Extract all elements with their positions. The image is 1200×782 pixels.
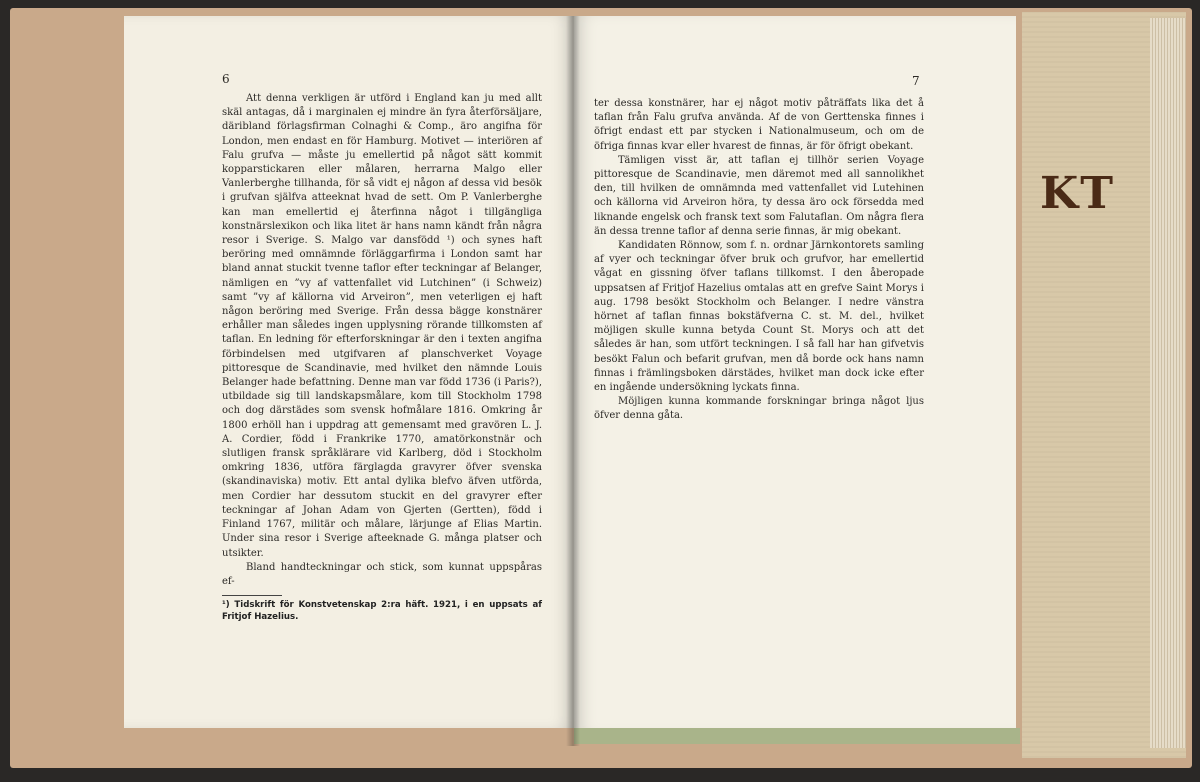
green-endpaper-strip — [574, 728, 1020, 744]
right-page-number: 7 — [912, 74, 920, 88]
footnote-rule — [222, 595, 282, 596]
left-page — [124, 16, 574, 728]
right-page — [574, 16, 1016, 732]
paragraph: Möjligen kunna kommande forskningar bringa något ljus öfver denna gåta. — [594, 396, 924, 422]
paragraph: Tämligen visst är, att taflan ej tillhör serien Voyage pittoresque de Scandinavie, men däremot med all sannolikhet den, till hvilken de omnämnda med vattenfallet vid Lutehinen och källorna vid Arveiron höra, ty dessa äro ock försedda med liknande engelsk och fransk text som Falutaflan. Om några flera än dessa trenne taflor af denna serie finnas, är mig obekant. — [594, 154, 924, 237]
right-page-body — [594, 97, 924, 424]
underlying-page-title: KT — [1040, 168, 1115, 219]
footnote: ¹) Tidskrift för Konstvetenskap 2:ra häft. 1921, i en uppsats af Fritjof Hazelius. — [222, 600, 542, 622]
paragraph: Bland handteckningar och stick, som kunnat uppspåras ef- — [222, 561, 542, 587]
page-edges — [1150, 18, 1186, 748]
paragraph: Att denna verkligen är utförd i England kan ju med allt skäl antagas, då i marginalen ej mindre än fyra återförsäljare, däribland förlagsfirman Colnaghi & Comp., äro angifna för London, men endast en för Hamburg. Motivet — interiören af Falu grufva — måste ju emellertid på något sätt kommit kopparstickaren eller målaren, herrarna Malgo eller Vanlerberghe tillhanda, för så vidt ej någon af dessa vid besök i grufvan själfva atteeknat hvad de sett. Om P. Vanlerberghe kan man emellertid ej återfinna något i tillgängliga konstnärslexikon och lika litet är hans namn kändt från några resor i Sverige. S. Malgo var dansfödd ¹) och synes haft beröring med omnämnde förläggarfirma i London samt har bland annat stuckit tvenne taflor efter teckningar af Belanger, nämligen en ”vy af vattenfallet vid Lutchinen” (i Schweiz) samt ”vy af källorna vid Arveiron”, men veterligen ej haft någon beröring med Sverige. Från dessa bägge konstnärer erhåller man således ingen upplysning rörande tillkomsten af taflan. En ledning för efterforskningar är den i texten angifna förbindelsen med utgifvaren af planschverket Voyage pittoresque de Scandinavie, med hvilket den nämnde Louis Belanger hade befattning. Denne man var född 1736 (i Paris?), utbildade sig till landskapsmålare, kom till Stockholm 1798 och dog därstädes som svensk hofmålare 1816. Omkring år 1800 erhöll han i uppdrag att gemensamt med gravören L. J. A. Cordier, född i Frankrike 1770, amatörkonstnär och slutligen fransk språklärare vid Karlberg, död i Stockholm omkring 1836, utföra färglagda gravyrer öfver svenska (skandinaviska) motiv. Ett antal dylika blefvo äfven utförda, men Cordier har dessutom stuckit en del gravyrer efter teckningar af Johan Adam von Gjerten (Gertten), född i Finland 1767, militär och målare, lärjunge af Elias Martin. Under sina resor i Sverige afteeknade G. många platser och utsikter. — [222, 93, 542, 559]
paragraph: Kandidaten Rönnow, som f. n. ordnar Järnkontorets samling af vyer och teckningar öfver bruk och grufvor, har emellertid vågat en gissning öfver taflans tillkomst. I den åberopade uppsatsen af Fritjof Hazelius omtalas att en grefve Saint Morys i aug. 1798 besökt Stockholm och Belanger. I nedre vänstra hörnet af taflan finnas bokstäfverna C. st. M. del., hvilket möjligen skulle kunna betyda Count St. Morys och att det således är han, som utfört teckningen. I så fall har han gifvetvis besökt Falun och befarit grufvan, men då borde ock hans namn finnas i främlingsboken därstädes, hvilket man dock icke efter en ingående undersökning lyckats finna. — [594, 240, 924, 394]
paragraph: ter dessa konstnärer, har ej något motiv påträffats lika det å taflan från Falu grufva använda. Af de von Gerttenska finnes i öfrigt endast ett par stycken i Nationalmuseum, och om de öfriga finnas kvar eller hvarest de finnas, är för öfrigt obekant. — [594, 98, 924, 152]
left-page-body — [222, 76, 542, 589]
book-gutter — [566, 16, 580, 746]
left-page-number: 6 — [222, 72, 230, 86]
